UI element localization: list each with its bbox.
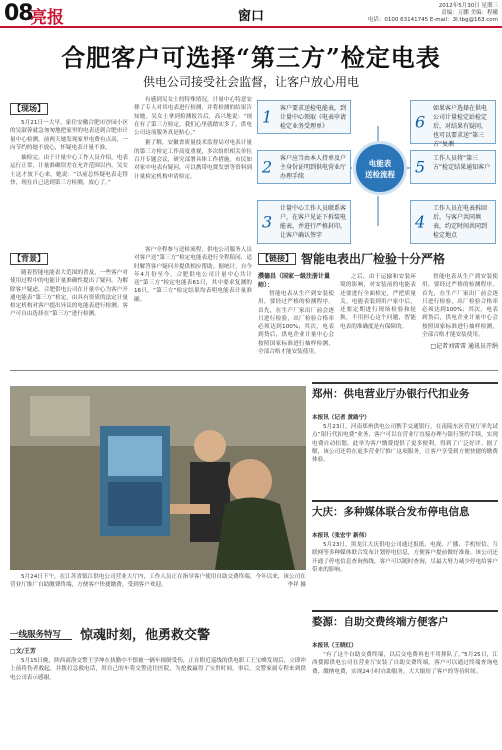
sub-headline: 供电公司接受社会监督，让客户放心用电 bbox=[142, 75, 359, 89]
lead-para: 据了解，安徽省质量技术监督局对电表计量的第三方检定工作高度重视，多次组织相关单位召开专题会议，研究部署具体工作措施。市民如对家中电表有疑问，可以携带电费发票等资料到计量检定机构申请检定。 bbox=[134, 140, 252, 180]
news-byline: 本报讯（记者 黄路宁） bbox=[312, 415, 370, 421]
link-para: 智能电表从生产到安装使用，要经过严格的检测程序。首先，在生产厂家出厂前会逐只进行检验，出厂检验合格率必须达到100%；其次，电表到货后，供电企业计量中心会按照国家标准进行抽样检测，全部合格才能安装使用。 bbox=[258, 291, 334, 356]
column-byline: □文/王芳 bbox=[10, 648, 36, 655]
step-number: 5 bbox=[415, 157, 426, 177]
lead-tag: 【现场】 bbox=[10, 103, 48, 115]
diagram-step-4: 4 工作人员在电表拆回后，与客户共同填表，约定时间共同到检定地点 bbox=[410, 200, 496, 244]
diagram-step-3: 3 计量中心工作人员联系客户，在客户见证下拆装电能表，并进行严格封印，让客户确认签字 bbox=[257, 200, 351, 244]
background-tag: 【背景】 bbox=[10, 253, 48, 265]
section-label: 窗口 bbox=[237, 9, 264, 24]
diagram-step-2: 2 客户应当由本人持单及户主身份证明到供电营业厅办理手续 bbox=[257, 150, 351, 184]
background-column-2 bbox=[134, 246, 252, 304]
column-title: 惊魂时刻，他勇救交警 bbox=[80, 628, 211, 643]
photo-credit: 李祥 摄 bbox=[287, 582, 306, 588]
step-number: 6 bbox=[415, 112, 426, 132]
diagram-hub: 电能表 送检流程 bbox=[353, 141, 407, 195]
news-photo bbox=[10, 386, 306, 570]
background-column bbox=[10, 246, 128, 319]
lead-para: 5月21日一大早，家住安徽合肥市沙园小区的吴淑蓉就急匆匆地把家里的电表送到合肥市计量中心检测。前两天她发现家里电费有点高，一向节约的她不放心，怀疑电表计量不准。 bbox=[10, 120, 128, 151]
step-number: 3 bbox=[262, 212, 273, 232]
link-section bbox=[258, 250, 498, 356]
background-para: 随着智能电能表大范围的普及，一些客户对使用过程中的电能计量准确性提出了疑问。为解除客户疑虑，合肥供电公司在计量中心为客户开通电能表“第三方”检定，由具有资质的法定计量检定机构对客户提出异议的电能表进行检测。客户可自由选择在“第三方”进行检测。 bbox=[10, 270, 128, 318]
news-title: 婺源：自助交费终端方便客户 bbox=[312, 610, 498, 629]
news-wuyuan bbox=[312, 610, 498, 676]
column-text: 5月15日晚，陕西商洛交警王学坤在执勤中不慎被一辆车撞倒受伤，正在附近巡线的供电职工王宝峰发现后，立即冲上前将伤者救起，并拨打急救电话，用自己的车将交警送往医院，为抢救赢得了宝贵时间。事后，交警家属专程来到供电公司表示感谢。 bbox=[10, 658, 306, 681]
link-para: 智能电表从生产到安装使用，要经过严格的检测程序。首先，在生产厂家出厂前会逐只进行检验，出厂检验合格率必须达到100%；其次，电表到货后，供电企业计量中心会按照国家标准进行抽样检测，全部合格才能安装使用。 bbox=[422, 274, 498, 339]
diagram-step-1: 1 客户要求送检电能表，到计量中心领取《电表申请检定业务受理单》 bbox=[257, 100, 351, 134]
step-number: 4 bbox=[415, 212, 426, 232]
link-para: 之后，由于运输和安装环境的影响，对安装前的电能表还要进行全面检定，严把质量关。电能表装到用户家中后，还要定期进行现场检验和轮换。不用担心这个问题，智能电表的准确度是有保障的。 bbox=[340, 274, 416, 330]
lead-column-2 bbox=[134, 96, 252, 181]
news-body: “有了这个自助交费终端，以后交电费再也不用排队了。”5月25日，江西婺源供电公司在营业厅安装了自助交费终端，客户可以通过终端查询电费、缴纳电费，实现24小时自助服务，大大缩短了客户的等待时间。 bbox=[312, 652, 498, 675]
news-byline: 本报讯（张宏宇 新伟） bbox=[312, 533, 370, 539]
link-title: 智能电表出厂检验十分严格 bbox=[301, 252, 446, 266]
lead-para: 抽检完，由于计量中心工作人员介绍，电表运行正常，计量准确误差在允许范围以内，吴女士这才放下心来。她说：“以前总怀疑电表走得快，现在自己送到第三方检测，放心了。” bbox=[10, 155, 128, 187]
main-headline: 合肥客户可选择“第三方”检定电表 bbox=[61, 43, 441, 72]
photo-caption: 5月24日下午，在江苏省镇江供电公司营业大厅内，工作人员正在指导客户使用自助交费终端。今年以来，该公司在营业厅推广自助缴费终端，方便客户快捷缴费，受到客户欢迎。 李祥 摄 bbox=[10, 574, 306, 588]
background-para: 客户全程参与送检流程，供电公司服务人员对客户送“第三方”检定电能表进行全程陪同，适时解答客户疑问并提供相应帮助。据统计，自今年4月份至今，合肥供电公司计量中心共计送“第三方”检定电能表61只，其中要求复测的16只，“第三方”检定结果均表明电能表计量准确。 bbox=[134, 247, 252, 303]
news-title: 郑州：供电营业厅办银行代扣业务 bbox=[312, 382, 498, 401]
column-label: 一线服务特写 bbox=[10, 628, 72, 640]
photo-illustration bbox=[10, 386, 306, 570]
link-subtitle: 濮德昌（国家一级注册计量师）： bbox=[258, 273, 331, 289]
newspaper-brand: 亮报 bbox=[30, 8, 64, 28]
masthead bbox=[0, 0, 502, 28]
column-body bbox=[10, 646, 306, 682]
step-number: 2 bbox=[262, 157, 273, 177]
news-byline: 本报讯（王晓红） bbox=[312, 643, 357, 649]
lead-para: 有感到吴女士的特殊情况，计量中心特意安排了专人对其电表进行检测，并将检测的结果告知她。吴女士拿到检测报告后，高兴地说：“现在有了第三方检定，我们心里就踏实多了，供电公司这项服务真是贴心。” bbox=[134, 97, 252, 137]
news-body: 5月23日，河南郑州供电公司携手交通银行，在南陵东区营业厅率先试点“银行代扣电费”业务，客户可以在营业厅直接办理与银行签约手续，实现电费自动扣划。此举为客户缴费提供了更多便利，得到了广泛好评。据了解，该公司还将在更多营业厅推广这项服务，让客户享受到方便快捷的缴费体验。 bbox=[312, 424, 498, 464]
news-body: 5月23日，黑龙江大庆供电公司通过报纸、电视、广播、手机短信、互联网等多种媒体联合发布计划停电信息，方便客户提前做好准备。该公司还开通了停电信息查询热线，客户可以随时查询，尽最大努力减少停电给客户带来的影响。 bbox=[312, 542, 498, 573]
diagram-step-5: 5 工作人员将“第三方”检定结果通知客户 bbox=[410, 150, 496, 184]
issue-meta: 2012年5月30日 星期三 责编：万鹏 美编：程曦 电话：0100 63141745 E-mail：3l.tbg@163.com bbox=[367, 3, 498, 23]
news-zhengzhou bbox=[312, 382, 498, 464]
link-tag: 【链接】 bbox=[258, 253, 296, 265]
lead-column bbox=[10, 96, 128, 187]
page-number: 08 bbox=[4, 1, 33, 26]
link-signoff: □记者刘雷雷 通讯员开绢 bbox=[430, 343, 498, 351]
diagram-step-6: 6 如果客户选择在供电公司计量检定站检定后，对结果有疑问，也可以要求送“第三方”复测 bbox=[410, 100, 496, 144]
step-number: 1 bbox=[262, 107, 273, 127]
divider bbox=[10, 370, 498, 371]
news-title: 大庆：多种媒体联合发布停电信息 bbox=[312, 500, 498, 519]
news-daqing bbox=[312, 500, 498, 574]
